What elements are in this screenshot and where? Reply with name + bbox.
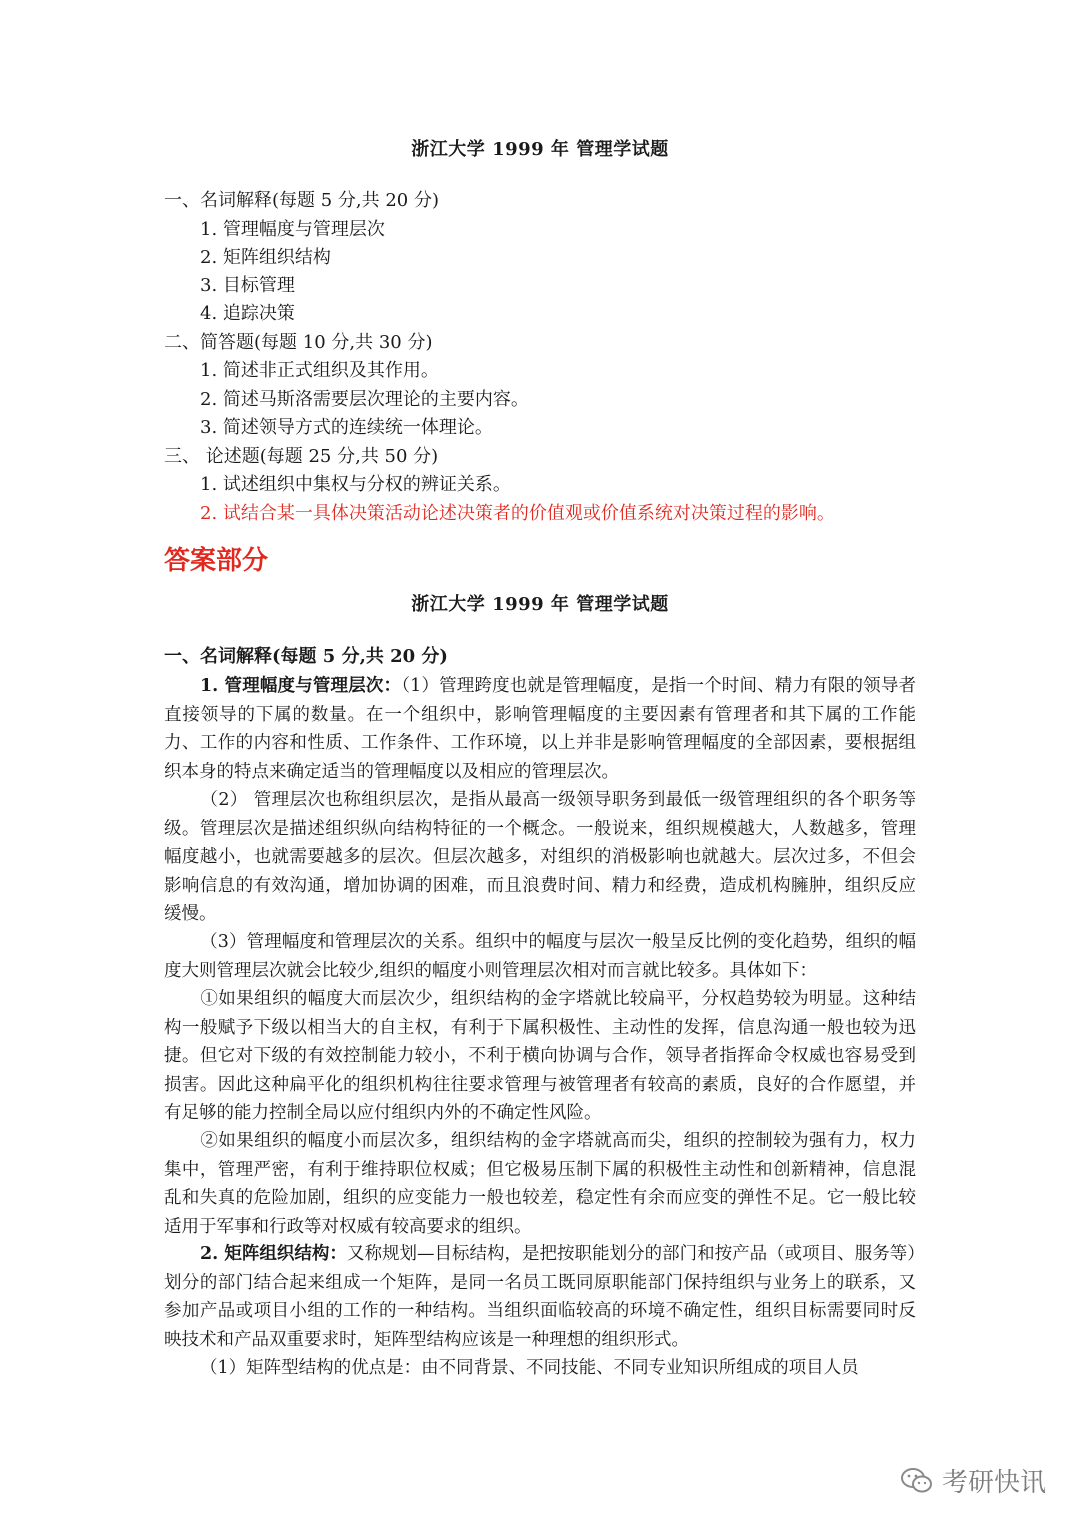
section-1-item: 4. 追踪决策 xyxy=(200,303,295,324)
answer-text: （2） 管理层次也称组织层次，是指从最高一级领导职务到最低一级管理组织的各个职务等级。管理层次是描述组织纵向结构特征的一个概念。一般说来，组织规模越大，人数越多，管理幅度越小，也就需要越多的层次。但层次越多，对组织的消极影响也就越大。层次过多，不但会影响信息的有效沟通，增加协调的困难，而且浪费时间、精力和经费，造成机构臃肿，组织反应缓慢。 xyxy=(164,790,916,924)
answer-paragraph xyxy=(164,1240,916,1354)
watermark-text: 考研快讯 xyxy=(942,1468,1047,1498)
section-3-item-highlighted: 2. 试结合某一具体决策活动论述决策者的价值观或价值系统对决策过程的影响。 xyxy=(200,503,835,524)
section-1-item: 1. 管理幅度与管理层次 xyxy=(200,219,385,240)
answer-text: ①如果组织的幅度大而层次少，组织结构的金字塔就比较扁平，分权趋势较为明显。这种结构一般赋予下级以相当大的自主权，有利于下属积极性、主动性的发挥，信息沟通一般也较为迅捷。但它对下级的有效控制能力较小，不利于横向协调与合作，领导者指挥命令权威也容易受到损害。因此这种扁平化的组织机构往往要求管理与被管理者有较高的素质，良好的合作愿望，并有足够的能力控制全局以应付组织内外的不确定性风险。 xyxy=(164,989,916,1123)
answers-section-heading: 一、名词解释(每题 5 分,共 20 分) xyxy=(164,646,448,667)
section-1-item: 2. 矩阵组织结构 xyxy=(200,247,331,268)
answer-paragraph xyxy=(164,1354,916,1383)
section-2-item: 3. 简述领导方式的连续统一体理论。 xyxy=(200,417,493,438)
section-1-item: 3. 目标管理 xyxy=(200,275,295,296)
answer-text: 又称规划—目标结构，是把按职能划分的部门和按产品（或项目、服务等）划分的部门结合起来组成一个矩阵，是同一名员工既同原职能部门保持组织与业务上的联系，又参加产品或项目小组的工作的一种结构。当组织面临较高的环境不确定性，组织目标需要同时反映技术和产品双重要求时，矩阵型结构应该是一种理想的组织形式。 xyxy=(164,1244,916,1350)
answers-header: 答案部分 xyxy=(164,546,269,576)
watermark xyxy=(900,1462,1046,1499)
answer-text: （1）矩阵型结构的优点是：由不同背景、不同技能、不同专业知识所组成的项目人员 xyxy=(200,1358,859,1378)
answers-title: 浙江大学 1999 年 管理学试题 xyxy=(411,594,669,615)
answer-text: ②如果组织的幅度小而层次多，组织结构的金字塔就高而尖，组织的控制较为强有力，权力集中，管理严密，有利于维持职位权威；但它极易压制下属的积极性主动性和创新精神，信息混乱和失真的危险加剧，组织的应变能力一般也较差，稳定性有余而应变的弹性不足。它一般比较适用于军事和行政等对权威有较高要求的组织。 xyxy=(164,1131,916,1237)
section-2-item: 1. 简述非正式组织及其作用。 xyxy=(200,360,439,381)
answer-paragraph xyxy=(164,1127,916,1241)
section-3-item: 1. 试述组织中集权与分权的辨证关系。 xyxy=(200,474,511,495)
answer-paragraph xyxy=(164,672,916,786)
answer-paragraph xyxy=(164,928,916,985)
answer-term: 2. 矩阵组织结构： xyxy=(200,1244,347,1264)
exam-title: 浙江大学 1999 年 管理学试题 xyxy=(411,139,669,160)
wechat-icon xyxy=(900,1466,934,1496)
answer-text: （1）管理跨度也就是管理幅度，是指一个时间、精力有限的领导者直接领导的下属的数量。在一个组织中，影响管理幅度的主要因素有管理者和其下属的工作能力、工作的内容和性质、工作条件、工作环境，以上并非是影响管理幅度的全部因素，要根据组织本身的特点来确定适当的管理幅度以及相应的管理层次。 xyxy=(164,676,916,782)
section-2-item: 2. 简述马斯洛需要层次理论的主要内容。 xyxy=(200,389,529,410)
section-1-heading: 一、名词解释(每题 5 分,共 20 分) xyxy=(164,190,440,211)
answer-text: （3）管理幅度和管理层次的关系。组织中的幅度与层次一般呈反比例的变化趋势，组织的幅度大则管理层次就会比较少,组织的幅度小则管理层次相对而言就比较多。具体如下： xyxy=(164,932,916,981)
answer-paragraph xyxy=(164,786,916,929)
section-3-heading: 三、 论述题(每题 25 分,共 50 分) xyxy=(164,446,439,467)
section-2-heading: 二、简答题(每题 10 分,共 30 分) xyxy=(164,332,433,353)
answer-term: 1. 管理幅度与管理层次： xyxy=(200,676,402,696)
answer-paragraph xyxy=(164,985,916,1128)
